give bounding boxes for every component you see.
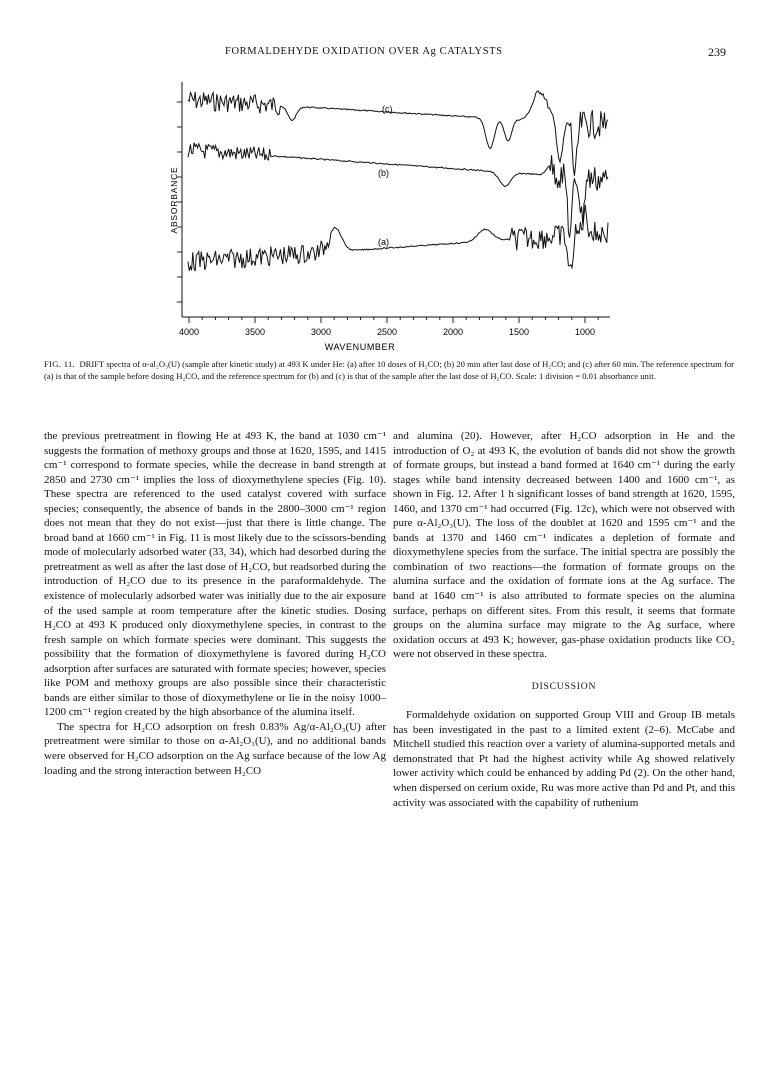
curve-label-a: (a) xyxy=(378,237,389,247)
x-tick-label: 3000 xyxy=(310,327,332,337)
x-axis-label: WAVENUMBER xyxy=(324,342,396,352)
caption-label: FIG. 11. xyxy=(44,359,76,369)
left-paragraph-2: The spectra for H₂CO adsorption on fresh 0.83% Ag/α-Al₂O₃(U) after pretreatment were similar to those on α-Al₂O₃(U), and no additional bands were observed for H₂CO adsorption on the Ag surface because of the low Ag loading and the strong interaction between H₂CO xyxy=(44,720,386,777)
x-tick-label: 2000 xyxy=(442,327,464,337)
x-axis-tick-labels xyxy=(179,327,595,337)
caption-text: DRIFT spectra of α-al₂O₃(U) (sample after kinetic study) at 493 K under He: (a) after 10 doses of H₂CO; (b) 20 min after last dose of H₂CO; and (c) after 60 min. The reference spectrum for (a) is that of the sample before dosing H₂CO, and the reference spectrum for (b) and (c) is that of the sample after the last dose of H₂CO. Scale: 1 division = 0.01 absorbance unit. xyxy=(44,359,734,381)
x-tick-label: 1500 xyxy=(508,327,530,337)
x-tick-label: 1000 xyxy=(574,327,596,337)
left-paragraph-1: the previous pretreatment in flowing He at 493 K, the band at 1030 cm⁻¹ suggests the formation of methoxy groups and those at 1620, 1595, and 1415 cm⁻¹ correspond to formate species, while the decrease in band strength at 2850 and 2730 cm⁻¹ implies the loss of dioxymethylene species (Fig. 10). These spectra are referenced to the used catalyst covered with surface species; consequently, the absence of bands in the 2800–3000 cm⁻¹ region does not mean that they do not exist—just that there is little change. The broad band at 1660 cm⁻¹ in Fig. 11 is most likely due to the scissors-bending mode of molecularly adsorbed water (33, 34), which had desorbed during the pretreatment as well as after the last dose of H₂CO, but readsorbed during the introduction of H₂CO due to its presence in the paraformaldehyde. The existence of molecularly adsorbed water was initially due to the air exposure of the used sample at room temperature after the kinetic studies. Dosing H₂CO at 493 K produced only dioxymethylene species, in contrast to the fresh sample on which formate species were dominant. This suggests the possibility that the formation of dioxymethylene is favored during H₂CO adsorption after surfaces are saturated with formate species; however, species like POM and methoxy groups are also possible since their characteristic bands are either similar to those of dioxymethylene or lie in the noisy 1000–1200 cm⁻¹ region created by the high absorbance of the alumina itself. xyxy=(44,430,386,719)
running-head xyxy=(0,46,779,62)
spectrum-curve-b xyxy=(188,143,608,238)
drift-spectra-plot xyxy=(130,72,630,362)
spectrum-curve-c xyxy=(188,91,608,176)
section-heading: DISCUSSION xyxy=(531,680,597,692)
x-tick-label: 3500 xyxy=(244,327,266,337)
x-tick-label: 4000 xyxy=(178,327,200,337)
figure-11 xyxy=(130,72,630,362)
x-tick-label: 2500 xyxy=(376,327,398,337)
right-paragraph-2: Formaldehyde oxidation on supported Group VIII and Group IB metals has been investigated in the past to a limited extent (2–6). McCabe and Mitchell studied this reaction over a variety of alumina-supported metals and demonstrated that Pt had the highest activity while Ag showed relatively lower activity which could be enhanced by adding Pd (2). On the other hand, when dispersed on cerium oxide, Ru was more active than Pd and Pt, and this activity was associated with the capability of ruthenium xyxy=(393,709,735,809)
page-number: 239 xyxy=(708,45,726,59)
x-axis-ticks xyxy=(189,317,598,323)
right-paragraph-1: and alumina (20). However, after H₂CO adsorption in He and the introduction of O₂ at 493 K, the evolution of bands did not show the growth of formate groups, but instead a band formed at 1640 cm⁻¹ during the early stages while band intensity decreased between 1400 and 1600 cm⁻¹, as shown in Fig. 12. After 1 h significant losses of band strength at 1620, 1595, 1460, and 1370 cm⁻¹ had occurred (Fig. 12c), which were not observed with pure α-Al₂O₃(U). The loss of the doublet at 1620 and 1595 cm⁻¹ and the bands at 1370 and 1460 cm⁻¹ indicates a depletion of formate and dioxymethylene species from the surface. The initial spectra are possibly the combination of two reactions—the formation of formate groups on the alumina surface and the oxidation of formate ions at the Ag surface. The band at 1640 cm⁻¹ is also attributed to formate species on the alumina surface, perhaps on different sites. From this result, it seems that formate groups on the alumina surface may migrate to the Ag surface, where oxidation occurs at 493 K; however, gas-phase oxidation products like CO₂ were not observed in these spectra. xyxy=(393,430,735,661)
left-column xyxy=(44,429,386,778)
curve-label-c: (c) xyxy=(382,104,393,114)
curve-label-b: (b) xyxy=(378,168,389,178)
right-column xyxy=(393,429,735,810)
spectrum-curve-a xyxy=(188,205,608,271)
running-head-title: FORMALDEHYDE OXIDATION OVER Ag CATALYSTS xyxy=(225,46,503,57)
figure-caption xyxy=(44,359,734,382)
y-axis-label: ABSORBANCE xyxy=(169,166,179,234)
